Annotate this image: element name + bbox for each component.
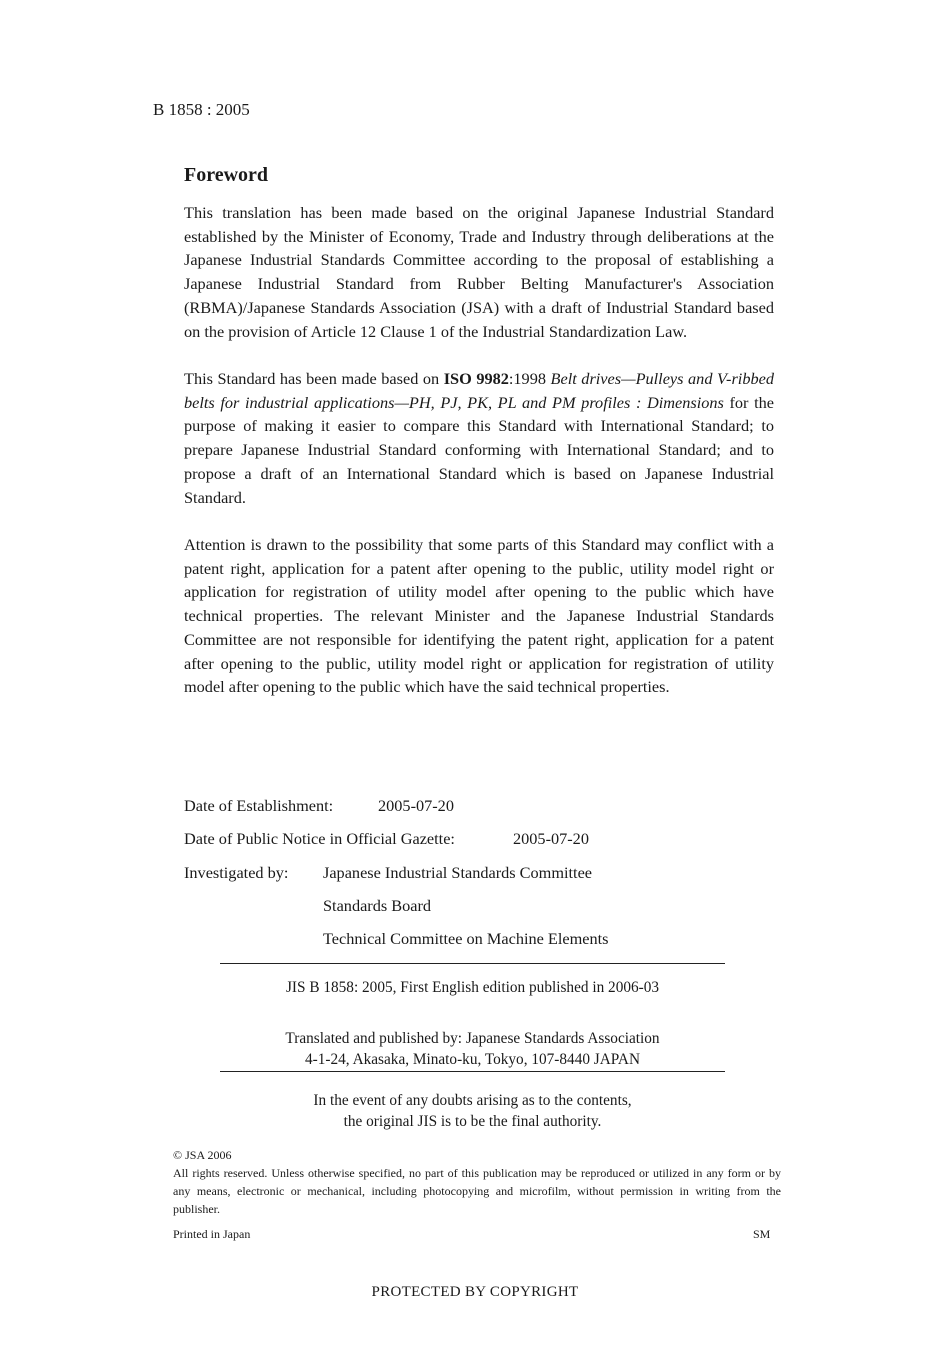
foreword-paragraph-1: This translation has been made based on the original Japanese Industrial Standard established by the Minister of Economy, Trade and Industry through deliberations at the Japanese Industrial Standards Committee according to the proposal of establishing a Japanese Industrial Standard from Rubber Belting Manufacturer's Association (RBMA)/Japanese Standards Association (JSA) with a draft of Industrial Standard based on the provision of Article 12 Clause 1 of the Industrial Standardization Law. — [184, 203, 774, 341]
sm-code: SM — [753, 1227, 771, 1241]
establishment-date: 2005-07-20 — [378, 796, 454, 815]
iso-title: Belt drives—Pulleys and V-ribbed belts for industrial applications—PH, PJ, PK, PL and PM profiles : Dimensions — [184, 369, 774, 412]
printed-in: Printed in Japan — [173, 1227, 251, 1241]
investigator-2: Standards Board — [323, 896, 432, 915]
authority-line-1: In the event of any doubts arising as to the contents, — [313, 1092, 632, 1109]
edition-line: JIS B 1858: 2005, First English edition published in 2006-03 — [285, 979, 660, 996]
page-title: Foreword — [184, 164, 269, 186]
gazette-label: Date of Public Notice in Official Gazette: — [184, 829, 455, 848]
translated-by-line: Translated and published by: Japanese Standards Association — [285, 1030, 660, 1047]
gazette-date: 2005-07-20 — [513, 829, 589, 848]
document-id: B 1858 : 2005 — [153, 100, 250, 119]
divider-bottom — [220, 1071, 725, 1072]
copyright-footer: PROTECTED BY COPYRIGHT — [371, 1284, 579, 1300]
divider-top — [220, 963, 725, 964]
foreword-paragraph-2 — [184, 367, 774, 509]
iso-reference: ISO 9982 — [443, 369, 509, 388]
authority-line-2: the original JIS is to be the final authority. — [343, 1113, 602, 1130]
address-line: 4-1-24, Akasaka, Minato-ku, Tokyo, 107-8440 JAPAN — [304, 1051, 641, 1068]
p2-intro: This Standard has been made based on — [184, 369, 444, 388]
establishment-label: Date of Establishment: — [184, 796, 334, 815]
rights-statement: All rights reserved. Unless otherwise specified, no part of this publication may be reproduced or utilized in any form or by any means, electronic or mechanical, including photocopying and microfilm, without permission in writing from the publisher. — [173, 1166, 781, 1216]
iso-year: :1998 — [508, 369, 551, 388]
p2-purpose: for the purpose of making it easier to compare this Standard with International Standard; to prepare Japanese Industrial Standard conforming with International Standard; and to propose a draft of an International Standard which is based on Japanese Industrial Standard. — [184, 392, 774, 507]
investigated-label: Investigated by: — [184, 863, 289, 882]
copyright-notice: © JSA 2006 — [173, 1148, 232, 1162]
investigator-1: Japanese Industrial Standards Committee — [323, 863, 593, 882]
foreword-paragraph-3: Attention is drawn to the possibility that some parts of this Standard may conflict with a patent right, application for a patent after opening to the public, utility model right or application for registration of utility model after opening to the public which have technical properties. The relevant Minister and the Japanese Industrial Standards Committee are not responsible for identifying the patent right, application for a patent after opening to the public, utility model right or application for registration of utility model after opening to the public which have the said technical properties. — [184, 535, 774, 697]
investigator-3: Technical Committee on Machine Elements — [323, 929, 609, 948]
